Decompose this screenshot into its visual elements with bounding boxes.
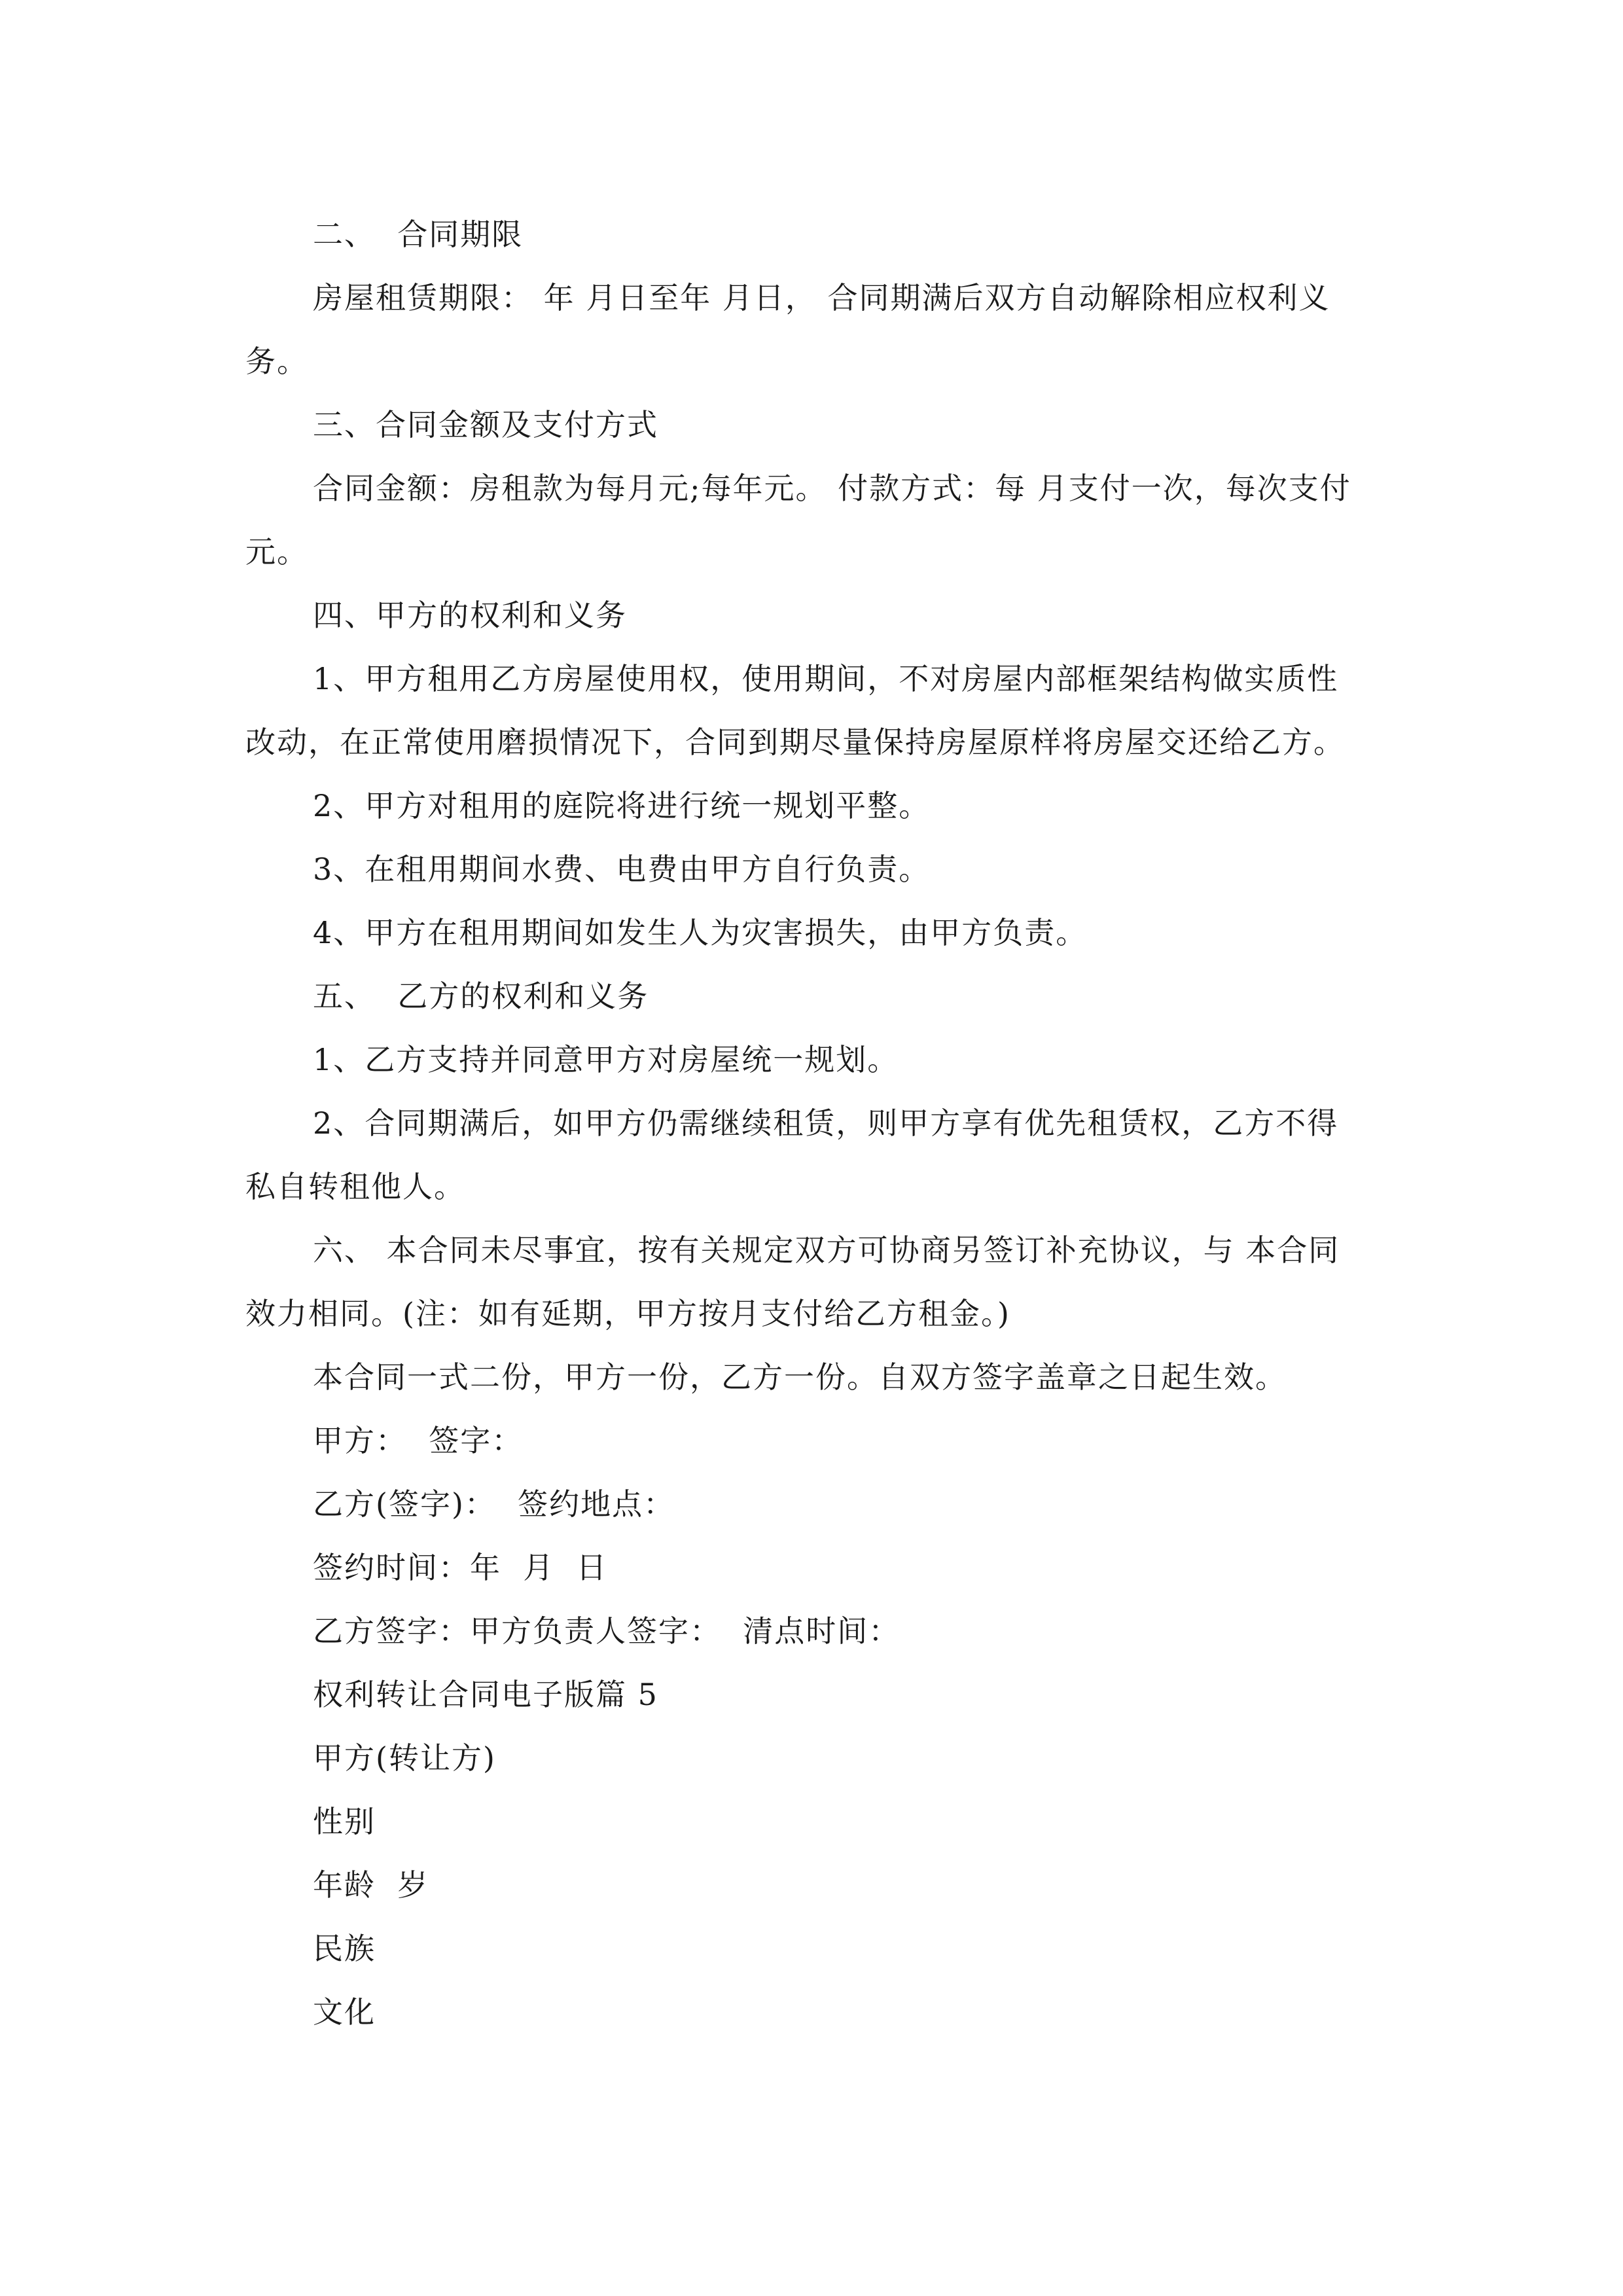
paragraph-lease-term-cont: 务。 bbox=[245, 344, 308, 379]
paragraph-copies: 本合同一式二份，甲方一份，乙方一份。自双方签字盖章之日起生效。 bbox=[313, 1359, 1287, 1395]
document-body bbox=[245, 203, 1404, 2044]
field-party-a-transferor: 甲方(转让方) bbox=[313, 1740, 496, 1776]
section-heading-party-a: 四、甲方的权利和义务 bbox=[313, 598, 627, 633]
section-heading-amount: 三、合同金额及支付方式 bbox=[313, 407, 658, 442]
section-other-matters: 六、 本合同未尽事宜，按有关规定双方可协商另签订补充协议，与 本合同 bbox=[313, 1232, 1340, 1268]
paragraph-amount-cont: 元。 bbox=[245, 534, 308, 569]
clause-a-1: 1、甲方租用乙方房屋使用权，使用期间，不对房屋内部框架结构做实质性 bbox=[313, 661, 1339, 696]
signature-party-b: 乙方(签字)： 签约地点： bbox=[313, 1486, 675, 1522]
clause-a-1-cont: 改动，在正常使用磨损情况下，合同到期尽量保持房屋原样将房屋交还给乙方。 bbox=[245, 725, 1345, 760]
clause-b-2-cont: 私自转租他人。 bbox=[245, 1169, 465, 1204]
section-heading-party-b: 五、 乙方的权利和义务 bbox=[313, 978, 649, 1014]
paragraph-lease-term: 房屋租赁期限： 年 月日至年 月日， 合同期满后双方自动解除相应权利义 bbox=[313, 280, 1330, 315]
section-other-matters-cont: 效力相同。(注：如有延期，甲方按月支付给乙方租金。) bbox=[245, 1296, 1010, 1331]
signing-date: 签约时间：年 月 日 bbox=[313, 1550, 608, 1585]
field-education: 文化 bbox=[313, 1994, 376, 2030]
clause-b-2: 2、合同期满后，如甲方仍需继续租赁，则甲方享有优先租赁权，乙方不得 bbox=[313, 1105, 1339, 1141]
section-heading-term: 二、 合同期限 bbox=[313, 217, 524, 252]
article-title-part5: 权利转让合同电子版篇 5 bbox=[313, 1677, 658, 1712]
signature-party-a: 甲方： 签字： bbox=[313, 1423, 524, 1458]
signature-inventory: 乙方签字：甲方负责人签字： 清点时间： bbox=[313, 1613, 901, 1649]
clause-a-3: 3、在租用期间水费、电费由甲方自行负责。 bbox=[313, 852, 931, 887]
field-age: 年龄 岁 bbox=[313, 1867, 429, 1903]
field-ethnicity: 民族 bbox=[313, 1931, 376, 1966]
clause-b-1: 1、乙方支持并同意甲方对房屋统一规划。 bbox=[313, 1042, 899, 1077]
paragraph-amount: 合同金额：房租款为每月元;每年元。 付款方式：每 月支付一次，每次支付 bbox=[313, 471, 1351, 506]
clause-a-2: 2、甲方对租用的庭院将进行统一规划平整。 bbox=[313, 788, 931, 823]
clause-a-4: 4、甲方在租用期间如发生人为灾害损失，由甲方负责。 bbox=[313, 915, 1088, 950]
field-gender: 性别 bbox=[313, 1804, 376, 1839]
